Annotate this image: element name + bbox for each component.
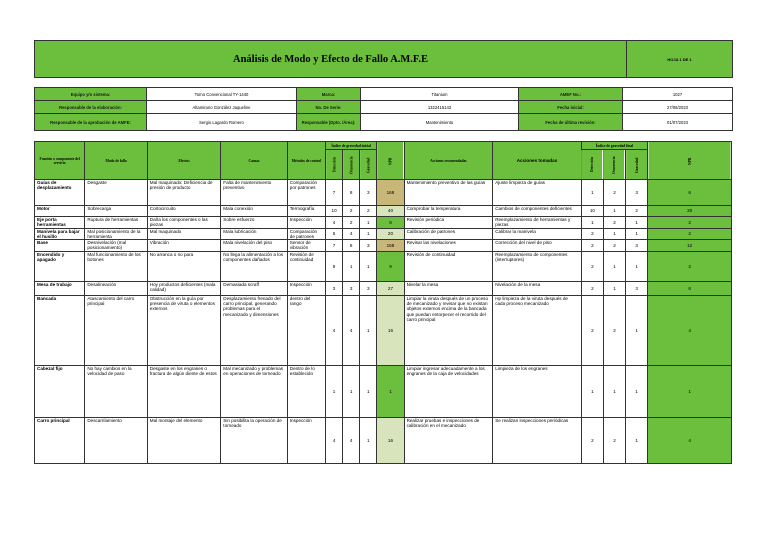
row-causas: Sobre esfuerzo	[221, 217, 287, 229]
row-component: Bancada	[35, 295, 85, 365]
row-modo: Mal posicionamiento de la herramienta	[85, 228, 147, 240]
row-efectos: Cortocircuito	[147, 206, 221, 217]
row-accion-tomada: Se realizan inspecciones periódicas	[493, 417, 582, 463]
row-npr-inicial: 16	[377, 295, 404, 365]
row-efectos: Mal montaje del elemento	[147, 417, 221, 463]
row-causas: Sin posibilita la operación de torneado	[221, 417, 287, 463]
row-causas: Demasiada scraff	[221, 281, 287, 295]
row-modo: Mal funcionamiento de los botones	[85, 251, 147, 281]
page-title: Análisis de Modo y Efecto de Fallo A.M.F.E	[35, 41, 627, 78]
row-component: Guías de desplazamiento	[35, 180, 85, 206]
row-causas: Desplazamiento frenado del carro principal, generando problemas para el mecanizado y dimensiones	[221, 295, 287, 365]
row-causas: Falta de mantenimiento preventivo	[221, 180, 287, 206]
row-npr-inicial: 1	[377, 365, 404, 417]
row-npr-final: 1	[648, 365, 732, 417]
row-gravedad-final: 3	[626, 240, 648, 252]
row-deteccion-inicial: 7	[326, 180, 343, 206]
sheet-number: HOJA 1 DE 1	[627, 41, 733, 78]
row-accion-tomada: Corrección del nivel de piso	[493, 240, 582, 252]
row-gravedad-final: 1	[626, 417, 648, 463]
row-npr-final: 2	[648, 228, 732, 240]
col-acciones-tomadas: Acciones tomadas	[493, 142, 582, 180]
row-accion-tomada: Reemplazamiento de componentes (interruptores)	[493, 251, 582, 281]
row-causas: Mala nivelación del piso	[221, 240, 287, 252]
row-deteccion-inicial: 1	[326, 365, 343, 417]
row-ocurrencia-inicial: 4	[343, 295, 360, 365]
row-npr-final: 4	[648, 295, 732, 365]
row-metodos: Comparación por patrones	[287, 180, 325, 206]
indice-final-header: Índice de gravedad final	[581, 142, 647, 150]
row-efectos: Desgaste en los engranes o fractura de algún diente de estos	[147, 365, 221, 417]
fecha-inicial-label: Fecha inicial:	[519, 101, 623, 114]
row-gravedad-final: 1	[626, 251, 648, 281]
row-ocurrencia-final: 1	[603, 281, 625, 295]
table-row	[35, 228, 732, 240]
row-efectos: Mal maquinado	[147, 228, 221, 240]
resp-area-value: Mantenimiento	[361, 114, 519, 131]
table-row	[35, 417, 732, 463]
table-row	[35, 180, 732, 206]
row-ocurrencia-final: 2	[603, 417, 625, 463]
row-accion-recomendada: Nivelar la mesa	[404, 281, 493, 295]
row-modo: Descarrilamiento	[85, 417, 147, 463]
row-metodos: Revisión de continuidad	[287, 251, 325, 281]
row-ocurrencia-final: 1	[603, 228, 625, 240]
row-ocurrencia-inicial: 4	[343, 417, 360, 463]
row-gravedad-final: 2	[626, 206, 648, 217]
row-accion-recomendada: Revisar las nivelaciones	[404, 240, 493, 252]
serie-value: 1322415143	[361, 101, 519, 114]
row-gravedad-inicial: 1	[360, 217, 377, 229]
marca-label: Marca:	[297, 88, 361, 101]
row-ocurrencia-inicial: 2	[343, 206, 360, 217]
row-deteccion-final: 2	[581, 251, 603, 281]
indice-inicial-header: Índice de gravedad inicial	[326, 142, 377, 150]
fecha-revision-label: Fecha de última revisión:	[519, 114, 623, 131]
row-ocurrencia-final: 1	[603, 206, 625, 217]
row-efectos: Hoy productos deficientes (mala calidad)	[147, 281, 221, 295]
row-deteccion-inicial: 3	[326, 281, 343, 295]
row-npr-inicial: 9	[377, 251, 404, 281]
fecha-inicial-value: 27/06/2023	[623, 101, 733, 114]
fecha-revision-value: 01/07/2023	[623, 114, 733, 131]
row-npr-inicial: 40	[377, 206, 404, 217]
row-ocurrencia-inicial: 8	[343, 180, 360, 206]
row-component: Carro principal	[35, 417, 85, 463]
row-gravedad-inicial: 1	[360, 251, 377, 281]
row-accion-tomada: Hp limpieza de la viruta después de cada proceso mecanizado	[493, 295, 582, 365]
row-deteccion-inicial: 4	[326, 295, 343, 365]
row-metodos: Dentro de lo establecido	[287, 365, 325, 417]
row-causas: Mala lubricación	[221, 228, 287, 240]
row-modo: Ruptura de herramientas	[85, 217, 147, 229]
row-accion-recomendada: Calibración de patrones	[404, 228, 493, 240]
row-deteccion-final: 1	[581, 180, 603, 206]
row-modo: Atascamiento del carro principal	[85, 295, 147, 365]
table-row	[35, 365, 732, 417]
row-deteccion-final: 1	[581, 365, 603, 417]
row-gravedad-final: 1	[626, 217, 648, 229]
row-metodos: Inspección	[287, 217, 325, 229]
row-ocurrencia-final: 2	[603, 217, 625, 229]
amef-label: AMEF No.:	[519, 88, 623, 101]
row-ocurrencia-final: 2	[603, 180, 625, 206]
amfe-sheet	[34, 40, 732, 464]
row-causas: Mal mecanizado y problemas en operaciones de torneado	[221, 365, 287, 417]
row-component: Base	[35, 240, 85, 252]
row-metodos: Inspección	[287, 417, 325, 463]
row-accion-tomada: Cambios de componentes deficientes	[493, 206, 582, 217]
row-npr-final: 12	[648, 240, 732, 252]
row-component: Mesa de trabajo	[35, 281, 85, 295]
row-metodos: Termografía	[287, 206, 325, 217]
row-accion-recomendada: Revisión de continuidad	[404, 251, 493, 281]
resp-elab-label: Responsable de la elaboración:	[35, 101, 147, 114]
row-deteccion-inicial: 4	[326, 417, 343, 463]
col-gravedad-inicial: Gravedad	[360, 150, 377, 180]
col-modo: Modo de fallo	[85, 142, 147, 180]
row-efectos: No arranca o no para	[147, 251, 221, 281]
row-ocurrencia-inicial: 1	[343, 251, 360, 281]
row-accion-tomada: Ajuste limpieza de guías	[493, 180, 582, 206]
row-deteccion-final: 2	[581, 417, 603, 463]
row-modo: Desnivelación (mal posicionamiento)	[85, 240, 147, 252]
row-ocurrencia-inicial: 1	[343, 365, 360, 417]
table-row	[35, 251, 732, 281]
row-gravedad-inicial: 1	[360, 365, 377, 417]
row-accion-recomendada: Limpiar ingresar adecuadamente a los engranes de la caja de velocidades	[404, 365, 493, 417]
row-ocurrencia-final: 1	[603, 365, 625, 417]
row-accion-recomendada: Revisión periódica	[404, 217, 493, 229]
row-efectos: Obstrucción en la guía por presencia de viruta o elementos externos	[147, 295, 221, 365]
row-ocurrencia-final: 1	[603, 251, 625, 281]
row-gravedad-final: 1	[626, 365, 648, 417]
table-row	[35, 206, 732, 217]
row-npr-final: 20	[648, 206, 732, 217]
row-gravedad-inicial: 3	[360, 240, 377, 252]
row-npr-inicial: 27	[377, 281, 404, 295]
amef-value: 1027	[623, 88, 733, 101]
col-efectos: Efectos	[147, 142, 221, 180]
row-component: Manivela para bajar el husillo	[35, 228, 85, 240]
resp-aprob-label: Responsable de la aprobación de AMFE:	[35, 114, 147, 131]
col-metodos: Métodos de control	[287, 142, 325, 180]
equipo-label: Equipo y/o sistema:	[35, 88, 147, 101]
row-component: Cabezal fijo	[35, 365, 85, 417]
row-accion-tomada: Reemplazamiento de herramientas y piezas	[493, 217, 582, 229]
row-gravedad-final: 3	[626, 281, 648, 295]
row-ocurrencia-inicial: 2	[343, 217, 360, 229]
row-deteccion-inicial: 7	[326, 240, 343, 252]
equipo-value: Torno Convencional TY-1440	[147, 88, 297, 101]
row-ocurrencia-final: 2	[603, 240, 625, 252]
col-ocurrencia-inicial: Ocurrencia	[343, 150, 360, 180]
row-deteccion-final: 2	[581, 295, 603, 365]
row-metodos: Comparación de patrones	[287, 228, 325, 240]
row-gravedad-inicial: 1	[360, 295, 377, 365]
row-accion-tomada: Limpieza de los engranes	[493, 365, 582, 417]
col-deteccion-final: Detección	[581, 150, 603, 180]
row-metodos: Inspección	[287, 281, 325, 295]
row-metodos: Sensor de vibración	[287, 240, 325, 252]
row-efectos: Daña los componentes o las piezas	[147, 217, 221, 229]
row-gravedad-inicial: 3	[360, 180, 377, 206]
row-deteccion-final: 2	[581, 281, 603, 295]
row-deteccion-final: 2	[581, 228, 603, 240]
row-npr-inicial: 8	[377, 217, 404, 229]
row-accion-recomendada: Comprobar la temperatura	[404, 206, 493, 217]
row-ocurrencia-inicial: 8	[343, 240, 360, 252]
row-gravedad-inicial: 1	[360, 417, 377, 463]
row-component: Motor	[35, 206, 85, 217]
col-npr-inicial: NPR	[377, 142, 404, 180]
row-modo: Desgaste	[85, 180, 147, 206]
row-deteccion-inicial: 5	[326, 228, 343, 240]
row-causas: No llega la alimentación a los componentes dañados	[221, 251, 287, 281]
resp-elab-value: Altamirano González Jaqueline	[147, 101, 297, 114]
row-component: Encendido y apagado	[35, 251, 85, 281]
row-efectos: Mal maquinado: Deficiencia de presión de producto	[147, 180, 221, 206]
table-row	[35, 240, 732, 252]
row-gravedad-inicial: 1	[360, 228, 377, 240]
row-gravedad-final: 1	[626, 295, 648, 365]
row-ocurrencia-inicial: 3	[343, 281, 360, 295]
table-row	[35, 295, 732, 365]
col-ocurrencia-final: Ocurrencia	[603, 150, 625, 180]
row-npr-final: 6	[648, 180, 732, 206]
row-accion-recomendada: Realizar pruebas e inspecciones de calibración en el mecanizado	[404, 417, 493, 463]
row-deteccion-inicial: 10	[326, 206, 343, 217]
resp-aprob-value: Sergio Lagardo Romero	[147, 114, 297, 131]
col-npr-final: NPR	[648, 142, 732, 180]
table-row	[35, 217, 732, 229]
row-ocurrencia-inicial: 4	[343, 228, 360, 240]
row-npr-final: 2	[648, 251, 732, 281]
col-funcion: Función o componente del servicio	[35, 142, 85, 180]
serie-label: No. De Serie:	[297, 101, 361, 114]
row-deteccion-inicial: 9	[326, 251, 343, 281]
info-table	[34, 87, 733, 131]
row-npr-final: 4	[648, 417, 732, 463]
row-accion-recomendada: Mantenimiento preventivo de las guías	[404, 180, 493, 206]
row-accion-recomendada: Limpiar la viruta después de un proceso de mecanizado y revisar que no existan objetos externos encima de la bancada que puedan entorpecer el recorrido del carro principal	[404, 295, 493, 365]
row-causas: Mala conexión	[221, 206, 287, 217]
col-acciones-recomendadas: Acciones recomendadas	[404, 142, 493, 180]
row-modo: Sobrecarga	[85, 206, 147, 217]
marca-value: Titanium	[361, 88, 519, 101]
row-npr-inicial: 16	[377, 417, 404, 463]
amfe-table	[34, 141, 732, 464]
table-row	[35, 281, 732, 295]
col-gravedad-final: Gravedad	[626, 150, 648, 180]
row-accion-tomada: Nivelación de la mesa	[493, 281, 582, 295]
row-deteccion-final: 1	[581, 217, 603, 229]
row-deteccion-inicial: 4	[326, 217, 343, 229]
row-deteccion-final: 2	[581, 240, 603, 252]
row-gravedad-final: 3	[626, 180, 648, 206]
title-table	[34, 40, 733, 78]
row-component: Eje porta herramientas	[35, 217, 85, 229]
row-accion-tomada: Calibrar la manivela	[493, 228, 582, 240]
row-npr-inicial: 168	[377, 180, 404, 206]
amfe-body	[35, 180, 732, 464]
row-gravedad-inicial: 2	[360, 206, 377, 217]
row-npr-final: 6	[648, 281, 732, 295]
row-metodos: dentro del rango	[287, 295, 325, 365]
row-efectos: Vibración	[147, 240, 221, 252]
row-gravedad-inicial: 3	[360, 281, 377, 295]
row-deteccion-final: 10	[581, 206, 603, 217]
row-npr-inicial: 168	[377, 240, 404, 252]
row-gravedad-final: 1	[626, 228, 648, 240]
col-causas: Causas	[221, 142, 287, 180]
row-npr-final: 2	[648, 217, 732, 229]
row-modo: No hay cambios en la velocidad de paso	[85, 365, 147, 417]
resp-area-label: Responsable (Dpto. /Área):	[297, 114, 361, 131]
row-modo: Desalineación	[85, 281, 147, 295]
row-npr-inicial: 20	[377, 228, 404, 240]
col-deteccion-inicial: Detección	[326, 150, 343, 180]
row-ocurrencia-final: 2	[603, 295, 625, 365]
